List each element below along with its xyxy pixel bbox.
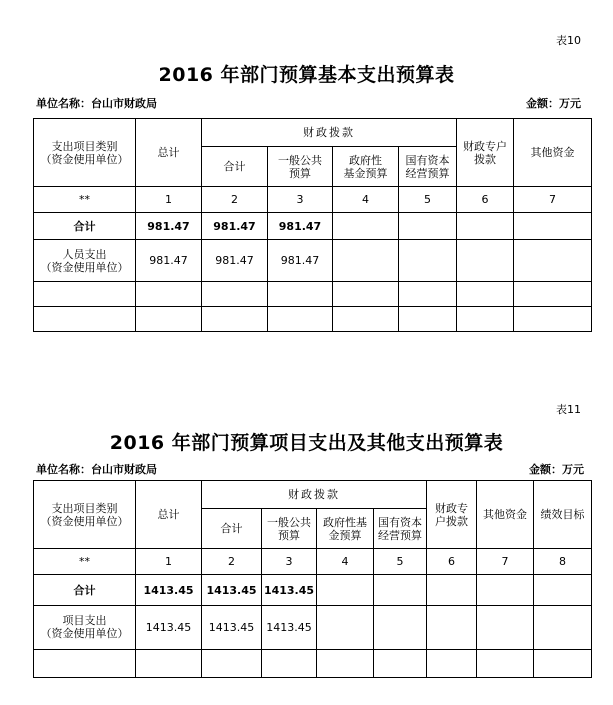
header-general-public: 一般公共 预算 — [262, 509, 317, 549]
index-cell: 5 — [399, 187, 457, 213]
index-cell: 4 — [317, 549, 374, 575]
header-category: 支出项目类别 （资金使用单位） — [34, 119, 136, 187]
empty-cell — [534, 605, 592, 649]
empty-cell — [427, 575, 477, 605]
unit-name-label: 单位名称：台山市财政局 — [36, 97, 157, 110]
item-row-subtotal: 1413.45 — [202, 605, 262, 649]
item-row-general: 981.47 — [268, 240, 333, 282]
header-subtotal: 合计 — [202, 509, 262, 549]
item-row-total: 1413.45 — [136, 605, 202, 649]
header-special-account: 财政专 户拨款 — [427, 481, 477, 549]
index-cell: 6 — [427, 549, 477, 575]
index-cell: 8 — [534, 549, 592, 575]
empty-cell — [477, 575, 534, 605]
project-expenditure-table — [33, 480, 592, 678]
total-row-total: 981.47 — [136, 213, 202, 240]
empty-cell — [333, 240, 399, 282]
header-general-public: 一般公共 预算 — [268, 147, 333, 187]
header-state-capital: 国有资本 经营预算 — [374, 509, 427, 549]
item-row-label: 人员支出 （资金使用单位） — [34, 240, 136, 282]
amount-unit-label: 金额：万元 — [526, 97, 581, 110]
index-cell: 2 — [202, 549, 262, 575]
empty-cell — [514, 240, 592, 282]
index-row — [34, 549, 592, 575]
header-fiscal-allocation: 财政拨款 — [202, 119, 457, 147]
empty-cell — [514, 213, 592, 240]
index-cell: 7 — [514, 187, 592, 213]
index-cell: 7 — [477, 549, 534, 575]
total-row-subtotal: 1413.45 — [202, 575, 262, 605]
total-row-label: 合计 — [34, 575, 136, 605]
header-fiscal-allocation: 财政拨款 — [202, 481, 427, 509]
empty-cell — [427, 605, 477, 649]
total-row-general: 981.47 — [268, 213, 333, 240]
total-row-subtotal: 981.47 — [202, 213, 268, 240]
empty-cell — [457, 240, 514, 282]
table-number: 表11 — [556, 403, 581, 416]
header-gov-fund: 政府性 基金预算 — [333, 147, 399, 187]
empty-cell — [477, 605, 534, 649]
empty-cell — [399, 213, 457, 240]
table-row — [34, 282, 592, 307]
amount-unit-label: 金额：万元 — [529, 463, 584, 476]
header-performance: 绩效目标 — [534, 481, 592, 549]
index-cell: 1 — [136, 549, 202, 575]
table-title: 2016 年部门预算基本支出预算表 — [158, 64, 455, 86]
index-cell: 5 — [374, 549, 427, 575]
header-total: 总计 — [136, 481, 202, 549]
index-cell: 2 — [202, 187, 268, 213]
index-cell: ** — [34, 549, 136, 575]
item-row-subtotal: 981.47 — [202, 240, 268, 282]
empty-cell — [457, 213, 514, 240]
empty-cell — [317, 575, 374, 605]
empty-cell — [333, 213, 399, 240]
header-special-account: 财政专户 拨款 — [457, 119, 514, 187]
table-title: 2016 年部门预算项目支出及其他支出预算表 — [109, 432, 504, 454]
table-row — [34, 307, 592, 332]
index-cell: 6 — [457, 187, 514, 213]
header-subtotal: 合计 — [202, 147, 268, 187]
item-row-label: 项目支出 （资金使用单位） — [34, 605, 136, 649]
item-row-total: 981.47 — [136, 240, 202, 282]
table-row — [34, 605, 592, 649]
table-row — [34, 649, 592, 677]
index-cell: 3 — [268, 187, 333, 213]
empty-cell — [317, 605, 374, 649]
index-cell: 4 — [333, 187, 399, 213]
table-number: 表10 — [556, 34, 581, 47]
table-row — [34, 240, 592, 282]
header-gov-fund: 政府性基 金预算 — [317, 509, 374, 549]
header-total: 总计 — [136, 119, 202, 187]
header-other-funds: 其他资金 — [477, 481, 534, 549]
index-row — [34, 187, 592, 213]
index-cell: 1 — [136, 187, 202, 213]
empty-cell — [534, 575, 592, 605]
total-row — [34, 213, 592, 240]
empty-cell — [374, 605, 427, 649]
total-row-general: 1413.45 — [262, 575, 317, 605]
empty-cell — [399, 240, 457, 282]
index-cell: ** — [34, 187, 136, 213]
unit-name-label: 单位名称：台山市财政局 — [36, 463, 157, 476]
total-row — [34, 575, 592, 605]
index-cell: 3 — [262, 549, 317, 575]
empty-cell — [374, 575, 427, 605]
item-row-general: 1413.45 — [262, 605, 317, 649]
header-other-funds: 其他资金 — [514, 119, 592, 187]
total-row-label: 合计 — [34, 213, 136, 240]
basic-expenditure-table — [33, 118, 592, 332]
total-row-total: 1413.45 — [136, 575, 202, 605]
header-state-capital: 国有资本 经营预算 — [399, 147, 457, 187]
header-category: 支出项目类别 （资金使用单位） — [34, 481, 136, 549]
